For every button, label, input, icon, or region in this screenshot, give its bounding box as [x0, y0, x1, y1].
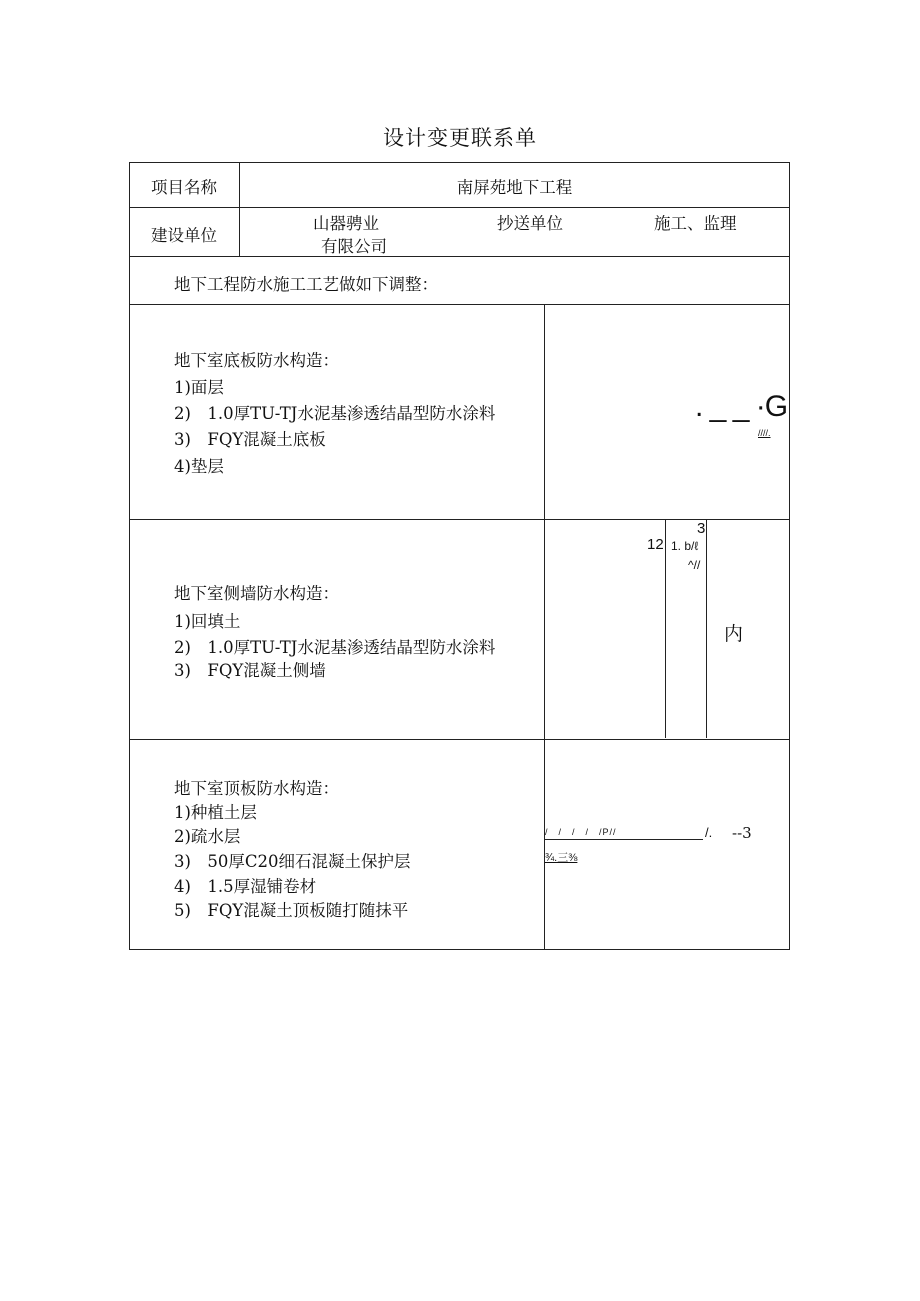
builder-value-line1: 山器骋业 [313, 214, 379, 233]
row-divider [129, 207, 790, 208]
wall-item: 3) FQY混凝土侧墙 [174, 661, 326, 680]
wall-item: 2) 1.0厚TU-TJ水泥基渗透结晶型防水涂料 [174, 638, 496, 657]
change-form-table [129, 162, 790, 950]
floor-item: 4)垫层 [174, 457, 224, 476]
floor-item: 3) FQY混凝土底板 [174, 430, 326, 449]
roof-sketch-line: / / / / /P// [545, 827, 617, 837]
table-border-left [129, 162, 130, 950]
roof-sketch-label: ¾.三⅜ [545, 852, 578, 864]
document-title: 设计变更联系单 [383, 126, 537, 150]
wall-sketch-label: 12 [647, 536, 664, 553]
row-divider [129, 256, 790, 257]
wall-sketch-hatch: ^// [688, 558, 701, 572]
floor-item: 2) 1.0厚TU-TJ水泥基渗透结晶型防水涂料 [174, 404, 496, 423]
roof-sketch-slash: /. [705, 825, 713, 840]
wall-sketch-line [665, 520, 666, 738]
table-border-bottom [129, 949, 790, 950]
floor-sketch-hatch: ////. [758, 428, 771, 438]
roof-sketch-label: --3 [732, 824, 752, 842]
floor-item: 1)面层 [174, 378, 224, 397]
project-name-value: 南屏苑地下工程 [456, 178, 573, 197]
floor-section-heading: 地下室底板防水构造： [174, 351, 339, 370]
row-divider [129, 739, 790, 740]
cc-value: 施工、监理 [654, 214, 737, 233]
table-border-right [789, 162, 790, 950]
roof-sketch-rule [545, 839, 703, 840]
wall-sketch-line [706, 520, 707, 738]
cc-label: 抄送单位 [497, 214, 563, 233]
wall-sketch-inner-label: 内 [724, 624, 744, 645]
builder-label: 建设单位 [151, 226, 217, 245]
roof-item: 2)疏水层 [174, 827, 241, 846]
wall-sketch-label: 3 [697, 520, 706, 537]
roof-item: 4) 1.5厚湿铺卷材 [174, 877, 317, 896]
row-divider [129, 519, 790, 520]
wall-item: 1)回填土 [174, 612, 241, 631]
roof-item: 1)种植土层 [174, 803, 257, 822]
roof-section-heading: 地下室顶板防水构造： [174, 779, 339, 798]
roof-item: 3) 50厚C20细石混凝土保护层 [174, 852, 411, 871]
roof-item: 5) FQY混凝土顶板随打随抹平 [174, 901, 409, 920]
table-border-top [129, 162, 790, 163]
floor-sketch-label: . _ _ ·G [695, 390, 788, 423]
project-name-label: 项目名称 [151, 178, 217, 197]
adjustment-notice: 地下工程防水施工工艺做如下调整： [174, 275, 438, 294]
wall-section-heading: 地下室侧墙防水构造： [174, 584, 339, 603]
wall-sketch-label: 1. b/ℓ [671, 539, 699, 553]
row-divider [129, 304, 790, 305]
builder-value-line2: 有限公司 [321, 237, 387, 256]
